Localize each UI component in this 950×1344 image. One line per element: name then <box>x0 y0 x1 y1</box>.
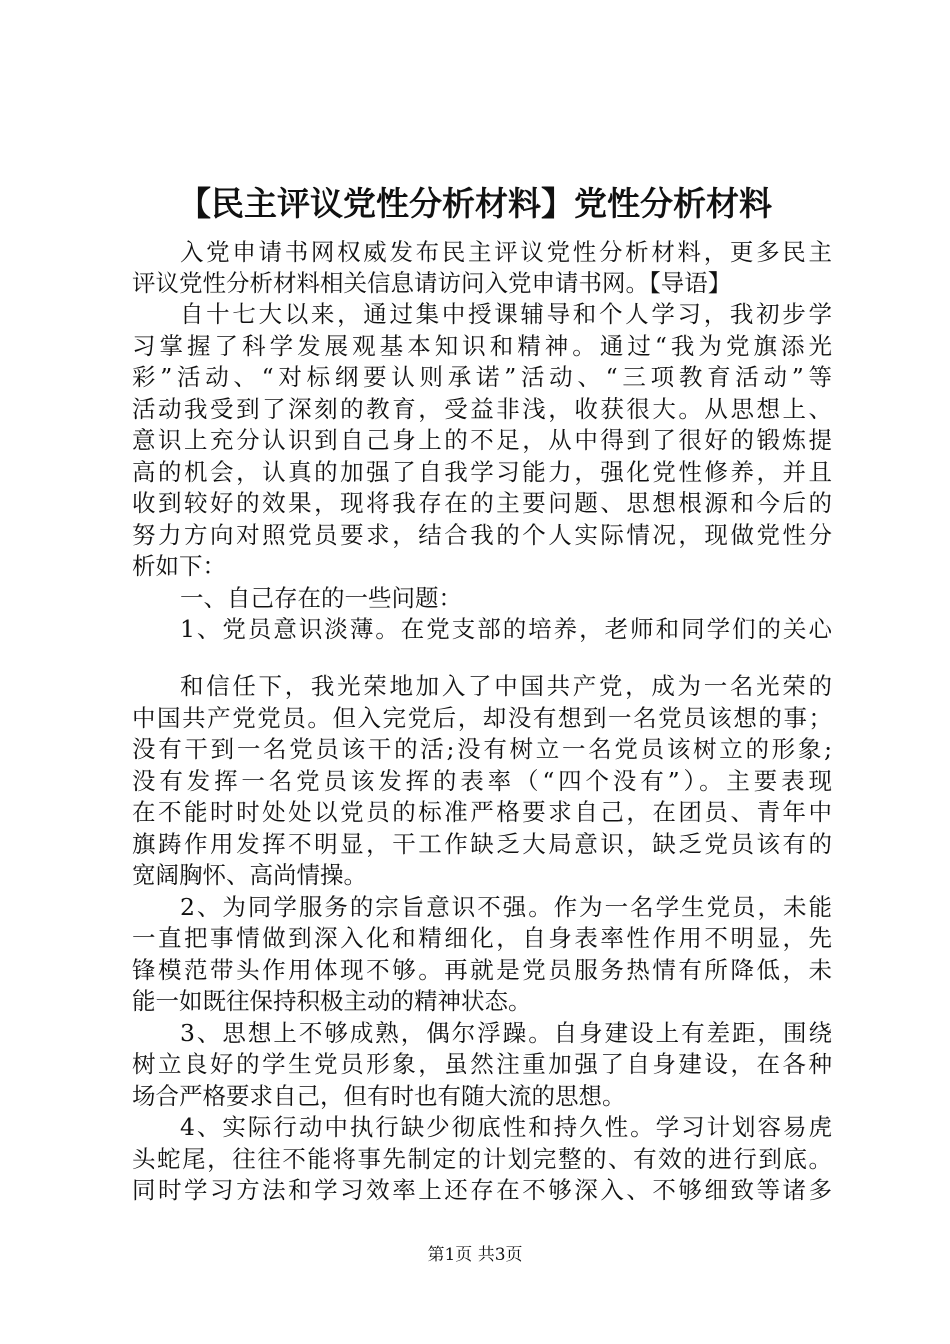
paragraph-line: 4、实际行动中执行缺少彻底性和持久性。学习计划容易虎 <box>180 1113 832 1141</box>
paragraph-line: 收到较好的效果，现将我存在的主要问题、思想根源和今后的 <box>132 489 832 517</box>
paragraph-line: 头蛇尾，往往不能将事先制定的计划完整的、有效的进行到底。 <box>132 1145 832 1173</box>
paragraph-line: 3、思想上不够成熟，偶尔浮躁。自身建设上有差距，围绕 <box>180 1019 832 1047</box>
paragraph-line: 没有发挥一名党员该发挥的表率（“四个没有”）。主要表现 <box>132 767 832 795</box>
paragraph-line: 2、为同学服务的宗旨意识不强。作为一名学生党员，未能 <box>180 893 832 921</box>
paragraph-line: 没有干到一名党员该干的活;没有树立一名党员该树立的形象; <box>132 735 832 763</box>
paragraph-line: 场合严格要求自己，但有时也有随大流的思想。 <box>132 1082 626 1110</box>
paragraph-line: 中国共产党党员。但入完党后，却没有想到一名党员该想的事； <box>132 704 832 732</box>
page-number-footer: 第1页 共3页 <box>427 1245 523 1265</box>
paragraph-line: 意识上充分认识到自己身上的不足，从中得到了很好的锻炼提 <box>132 426 832 454</box>
paragraph-line: 努力方向对照党员要求，结合我的个人实际情况，现做党性分 <box>132 521 832 549</box>
paragraph-line: 在不能时时处处以党员的标准严格要求自己，在团员、青年中 <box>132 798 832 826</box>
paragraph-line: 评议党性分析材料相关信息请访问入党申请书网。【导语】 <box>132 269 732 297</box>
paragraph-line: 入党申请书网权威发布民主评议党性分析材料，更多民主 <box>180 238 832 266</box>
document-title: 【民主评议党性分析材料】党性分析材料 <box>178 184 772 223</box>
section-heading: 一、自己存在的一些问题： <box>180 584 462 612</box>
paragraph-line: 同时学习方法和学习效率上还存在不够深入、不够细致等诸多 <box>132 1176 832 1204</box>
paragraph-line: 旗踌作用发挥不明显，干工作缺乏大局意识，缺乏党员该有的 <box>132 830 832 858</box>
paragraph-line: 锋模范带头作用体现不够。再就是党员服务热情有所降低，未 <box>132 956 832 984</box>
paragraph-line: 1、党员意识淡薄。在党支部的培养，老师和同学们的关心 <box>180 615 832 643</box>
paragraph-line: 一直把事情做到深入化和精细化，自身表率性作用不明显，先 <box>132 924 832 952</box>
paragraph-line: 和信任下，我光荣地加入了中国共产党，成为一名光荣的 <box>180 672 832 700</box>
paragraph-line: 能一如既往保持积极主动的精神状态。 <box>132 987 532 1015</box>
paragraph-line: 自十七大以来，通过集中授课辅导和个人学习，我初步学 <box>180 300 832 328</box>
paragraph-line: 树立良好的学生党员形象，虽然注重加强了自身建设，在各种 <box>132 1050 832 1078</box>
paragraph-line: 析如下： <box>132 552 226 580</box>
paragraph-line: 活动我受到了深刻的教育，受益非浅，收获很大。从思想上、 <box>132 395 832 423</box>
paragraph-line: 彩”活动、“对标纲要认则承诺”活动、“三项教育活动”等 <box>132 363 832 391</box>
paragraph-line: 宽阔胸怀、高尚情操。 <box>132 861 367 889</box>
paragraph-line: 高的机会，认真的加强了自我学习能力，强化党性修养，并且 <box>132 458 832 486</box>
paragraph-line: 习掌握了科学发展观基本知识和精神。通过“我为党旗添光 <box>132 332 832 360</box>
